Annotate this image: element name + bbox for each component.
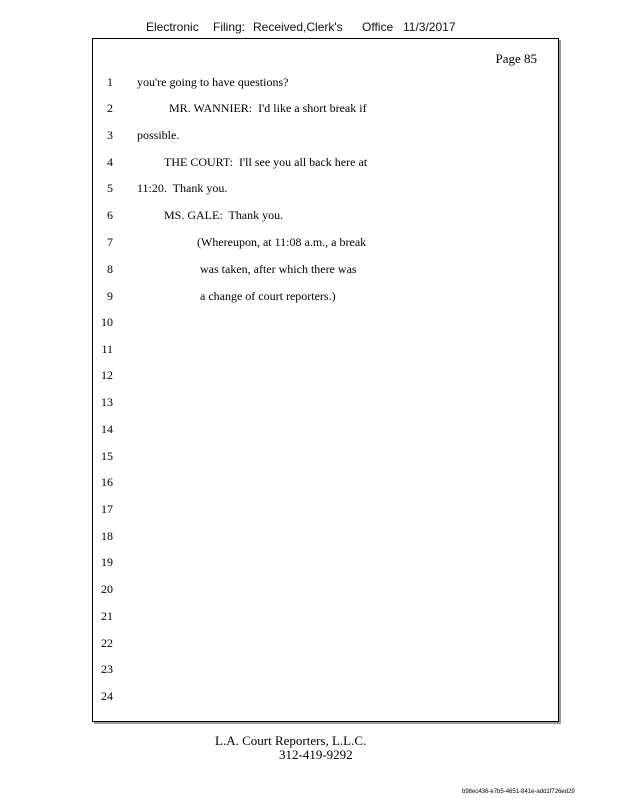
transcript-line-18 bbox=[93, 529, 558, 547]
transcript-line-17 bbox=[93, 502, 558, 520]
transcript-line-22 bbox=[93, 636, 558, 654]
transcript-line-5 bbox=[93, 181, 558, 199]
line-text: (Whereupon, at 11:08 a.m., a break bbox=[197, 235, 367, 249]
line-number: 11 bbox=[101, 342, 113, 356]
stamp-filing: Filing: bbox=[213, 20, 246, 34]
line-number: 6 bbox=[107, 208, 113, 222]
line-number: 19 bbox=[101, 555, 113, 569]
transcript-line-19 bbox=[93, 555, 558, 573]
line-number: 4 bbox=[107, 155, 113, 169]
page-number: Page 85 bbox=[495, 51, 537, 66]
transcript-line-11 bbox=[93, 342, 558, 360]
transcript-line-13 bbox=[93, 395, 558, 413]
transcript-line-8 bbox=[93, 262, 558, 280]
line-number: 12 bbox=[101, 368, 113, 382]
transcript-line-20 bbox=[93, 582, 558, 600]
line-number: 20 bbox=[101, 582, 113, 596]
transcript-line-10 bbox=[93, 315, 558, 333]
line-number: 13 bbox=[101, 395, 113, 409]
line-number: 18 bbox=[101, 529, 113, 543]
transcript-line-16 bbox=[93, 475, 558, 493]
line-number: 23 bbox=[101, 662, 113, 676]
transcript-line-3 bbox=[93, 128, 558, 146]
transcript-line-9 bbox=[93, 289, 558, 307]
transcript-line-1 bbox=[93, 75, 558, 93]
line-text: MR. WANNIER: I'd like a short break if bbox=[169, 101, 367, 115]
transcript-line-24 bbox=[93, 689, 558, 707]
transcript-line-14 bbox=[93, 422, 558, 440]
transcript-line-23 bbox=[93, 662, 558, 680]
line-number: 16 bbox=[101, 475, 113, 489]
line-number: 14 bbox=[101, 422, 113, 436]
line-number: 7 bbox=[107, 235, 113, 249]
line-number: 10 bbox=[101, 315, 113, 329]
line-text: you're going to have questions? bbox=[137, 75, 289, 89]
transcript-page bbox=[92, 38, 559, 722]
line-number: 15 bbox=[101, 449, 113, 463]
line-text: THE COURT: I'll see you all back here at bbox=[164, 155, 368, 169]
transcript-line-2 bbox=[93, 101, 558, 119]
transcript-line-6 bbox=[93, 208, 558, 226]
footer-phone: 312-419-9292 bbox=[279, 747, 353, 762]
stamp-received: Received,Clerk's bbox=[253, 20, 343, 34]
transcript-line-7 bbox=[93, 235, 558, 253]
line-number: 8 bbox=[107, 262, 113, 276]
stamp-office: Office bbox=[362, 20, 394, 34]
footer-company: L.A. Court Reporters, L.L.C. bbox=[215, 733, 367, 748]
line-text: 11:20. Thank you. bbox=[137, 181, 228, 195]
line-number: 5 bbox=[107, 181, 113, 195]
transcript-line-12 bbox=[93, 368, 558, 386]
document-hash: b98ec436-e7b5-4651-841e-add1f726ed29 bbox=[462, 789, 575, 795]
line-number: 9 bbox=[107, 289, 113, 303]
line-text: MS. GALE: Thank you. bbox=[164, 208, 284, 222]
line-number: 22 bbox=[101, 636, 113, 650]
stamp-electronic: Electronic bbox=[146, 20, 199, 34]
line-number: 17 bbox=[101, 502, 113, 516]
line-number: 24 bbox=[101, 689, 113, 703]
transcript-line-21 bbox=[93, 609, 558, 627]
transcript-line-4 bbox=[93, 155, 558, 173]
line-text: a change of court reporters.) bbox=[200, 289, 336, 303]
transcript-line-15 bbox=[93, 449, 558, 467]
line-text: possible. bbox=[137, 128, 180, 142]
line-text: was taken, after which there was bbox=[200, 262, 357, 276]
line-number: 1 bbox=[107, 75, 113, 89]
line-number: 21 bbox=[101, 609, 113, 623]
line-number: 3 bbox=[107, 128, 113, 142]
filing-stamp bbox=[0, 20, 618, 38]
stamp-date: 11/3/2017 bbox=[403, 20, 456, 34]
line-number: 2 bbox=[107, 101, 113, 115]
